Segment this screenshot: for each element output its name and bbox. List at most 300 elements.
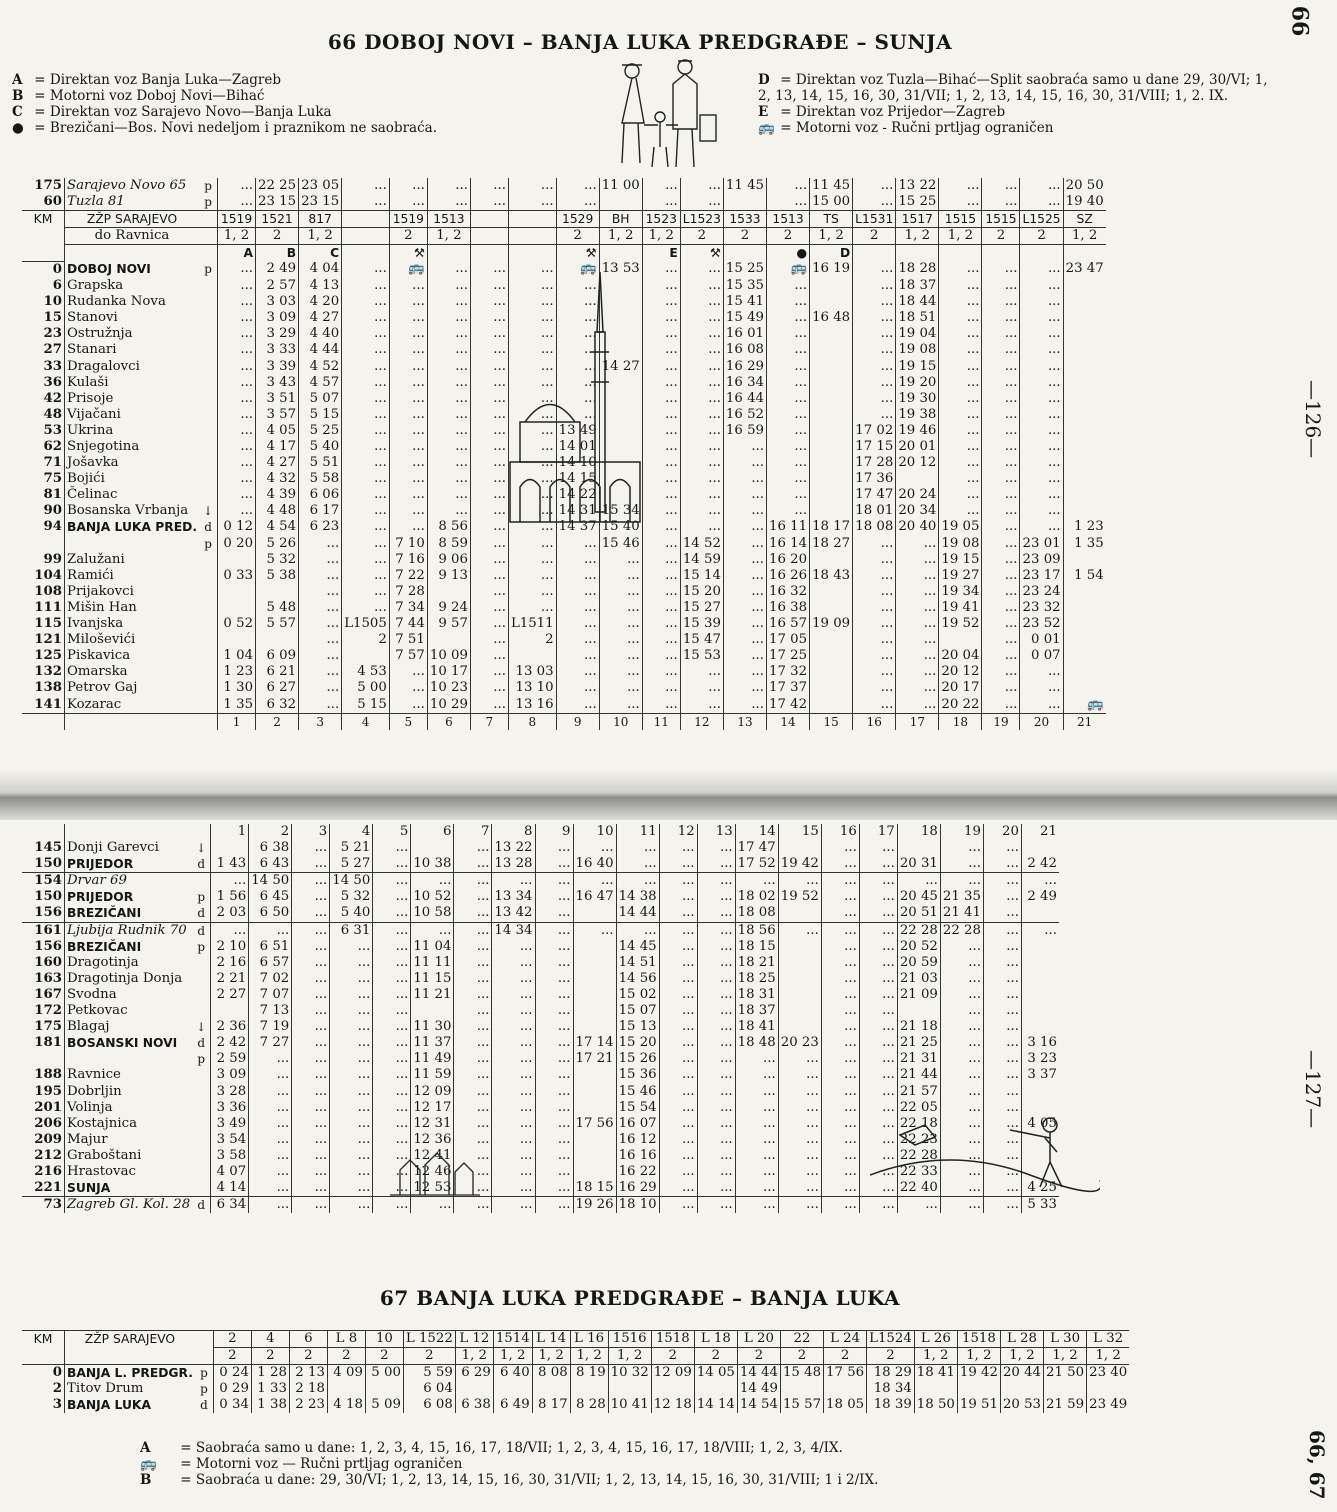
time-cell: 1 04 xyxy=(218,648,256,664)
time-cell: ... xyxy=(508,552,556,568)
time-cell: 0 34 xyxy=(213,1397,251,1413)
timetable-row xyxy=(22,905,1059,922)
legend-key: 🚌 xyxy=(758,120,775,136)
time-cell: ... xyxy=(723,600,766,616)
time-cell: ... xyxy=(454,1148,492,1164)
time-cell: 16 29 xyxy=(616,1180,659,1197)
train-class: 1, 2 xyxy=(427,228,470,245)
time-cell: 4 27 xyxy=(256,455,299,471)
time-cell: 16 40 xyxy=(573,856,616,873)
time-cell: ... xyxy=(642,326,680,342)
time-cell: ... xyxy=(767,359,810,375)
time-cell xyxy=(608,1381,651,1397)
time-cell: ... xyxy=(373,1164,411,1180)
time-cell: 16 59 xyxy=(723,423,766,439)
time-cell: ... xyxy=(389,471,427,487)
time-cell: ... xyxy=(723,616,766,632)
time-cell: 1 23 xyxy=(1063,519,1106,535)
time-cell: ... xyxy=(642,680,680,696)
time-cell: 18 37 xyxy=(896,278,939,294)
train-class: 2 xyxy=(723,228,766,245)
time-cell: 19 04 xyxy=(896,326,939,342)
time-cell: ... xyxy=(723,503,766,519)
time-cell: 15 39 xyxy=(680,616,723,632)
station-name: Petrov Gaj xyxy=(65,680,200,696)
time-cell: 0 33 xyxy=(218,568,256,584)
time-cell xyxy=(427,632,470,648)
time-cell: ... xyxy=(492,955,535,971)
time-cell: ... xyxy=(940,955,983,971)
legend-text: = Direktan voz Tuzla—Bihać—Split saobraća samo u dane 29, 30/VI; 1, 2, 13, 14, 15, 16, 30, 31/VII; 1, 2, 13, 14, 15, 16, 30, 31/VIII; 1, 2. IX. xyxy=(758,72,1268,104)
time-cell: ... xyxy=(470,375,508,391)
station-name: Kulaši xyxy=(65,375,200,391)
time-cell: 23 17 xyxy=(1020,568,1063,584)
time-cell xyxy=(573,939,616,955)
km-cell: 209 xyxy=(34,1131,62,1147)
time-cell: 21 25 xyxy=(897,1035,940,1051)
time-cell: 5 40 xyxy=(330,905,373,922)
time-cell: ... xyxy=(218,342,256,358)
time-cell: ... xyxy=(389,178,427,194)
time-cell xyxy=(810,359,853,375)
time-cell: ... xyxy=(642,616,680,632)
time-cell: ... xyxy=(778,1148,821,1164)
time-cell: 3 58 xyxy=(211,1148,249,1164)
time-cell: 15 54 xyxy=(616,1100,659,1116)
time-cell: 8 19 xyxy=(570,1365,608,1382)
legend-key: B xyxy=(140,1472,152,1488)
time-cell: ... xyxy=(299,568,342,584)
time-cell: 18 08 xyxy=(735,905,778,922)
time-cell: ... xyxy=(697,1180,735,1197)
time-cell: ... xyxy=(389,294,427,310)
time-cell: ... xyxy=(218,359,256,375)
time-cell: ... xyxy=(680,278,723,294)
time-cell: 10 32 xyxy=(608,1365,651,1382)
time-cell: ... xyxy=(342,423,390,439)
time-cell: ... xyxy=(723,487,766,503)
time-cell: ... xyxy=(697,1100,735,1116)
time-cell: ... xyxy=(470,680,508,696)
time-cell: 0 07 xyxy=(1020,648,1063,664)
time-cell: ... xyxy=(508,342,556,358)
time-cell xyxy=(810,423,853,439)
time-cell: 11 45 xyxy=(810,178,853,194)
time-cell: ... xyxy=(778,1197,821,1214)
train-number: L 8 xyxy=(327,1331,365,1348)
time-cell: ... xyxy=(342,536,390,552)
time-cell: ... xyxy=(697,971,735,987)
train-class: 1, 2 xyxy=(299,228,342,245)
time-cell: ... xyxy=(896,664,939,680)
train-number: SZ xyxy=(1063,211,1106,228)
time-cell: ... xyxy=(1020,487,1063,503)
timetable-row xyxy=(22,194,1106,211)
time-cell: ... xyxy=(939,423,982,439)
time-cell: ... xyxy=(330,1132,373,1148)
family-illustration xyxy=(600,55,730,173)
time-cell: ... xyxy=(697,1084,735,1100)
time-cell: ... xyxy=(292,1084,330,1100)
time-cell xyxy=(810,407,853,423)
km-cell: 108 xyxy=(34,583,62,599)
time-cell: ... xyxy=(767,326,810,342)
time-cell: ... xyxy=(470,310,508,326)
time-cell: 12 18 xyxy=(651,1397,694,1413)
legend-item xyxy=(12,120,572,136)
station-name: Bojići xyxy=(65,471,200,487)
time-cell: 14 15 xyxy=(556,471,599,487)
station-name: Stanari xyxy=(65,342,200,358)
time-cell: 10 17 xyxy=(427,664,470,680)
time-cell: 7 02 xyxy=(249,971,292,987)
km-cell: 0 xyxy=(52,1365,62,1381)
column-number: 17 xyxy=(859,824,897,840)
time-cell: ... xyxy=(982,407,1020,423)
time-cell: 3 09 xyxy=(211,1067,249,1083)
time-cell: 18 27 xyxy=(810,536,853,552)
time-cell: ... xyxy=(680,310,723,326)
time-cell: 17 15 xyxy=(853,439,896,455)
time-cell: 13 49 xyxy=(556,423,599,439)
time-cell: ... xyxy=(616,873,659,890)
time-cell: ... xyxy=(642,503,680,519)
time-cell: ... xyxy=(659,1116,697,1132)
time-cell xyxy=(723,194,766,211)
arr-dep-marker xyxy=(199,487,218,503)
arr-dep-marker: p xyxy=(204,179,212,193)
time-cell: ... xyxy=(218,391,256,407)
time-cell: 22 28 xyxy=(897,922,940,939)
time-cell: 🚌 xyxy=(767,261,810,278)
column-number: 1 xyxy=(218,713,256,730)
time-cell xyxy=(778,840,821,856)
train-mark: ⚒ xyxy=(389,245,427,262)
time-cell: ... xyxy=(821,1164,859,1180)
time-cell: ... xyxy=(427,326,470,342)
legend-text: = Direktan voz Banja Luka—Zagreb xyxy=(30,72,282,88)
time-cell: ... xyxy=(982,359,1020,375)
time-cell: ... xyxy=(389,391,427,407)
train-mark: A xyxy=(218,245,256,262)
arr-dep-marker: p xyxy=(204,262,212,277)
time-cell: ... xyxy=(249,1116,292,1132)
time-cell: 18 28 xyxy=(896,261,939,278)
time-cell: ... xyxy=(454,1067,492,1083)
time-cell: 4 57 xyxy=(299,375,342,391)
time-cell: 7 44 xyxy=(389,616,427,632)
time-cell: ... xyxy=(659,1035,697,1051)
train-class: 1, 2 xyxy=(608,1348,651,1365)
time-cell: ... xyxy=(454,971,492,987)
time-cell: ... xyxy=(470,359,508,375)
time-cell: ... xyxy=(330,1197,373,1214)
time-cell: ... xyxy=(299,616,342,632)
time-cell: ... xyxy=(299,664,342,680)
time-cell: ... xyxy=(680,391,723,407)
time-cell: ... xyxy=(853,194,896,211)
time-cell xyxy=(1063,503,1106,519)
time-cell: ... xyxy=(778,1067,821,1083)
time-cell: 6 38 xyxy=(249,840,292,856)
time-cell: ... xyxy=(939,391,982,407)
time-cell: ... xyxy=(983,1197,1021,1214)
time-cell: ... xyxy=(983,905,1021,922)
time-cell: ... xyxy=(1020,680,1063,696)
time-cell: 16 34 xyxy=(723,375,766,391)
time-cell: ... xyxy=(218,407,256,423)
time-cell: 4 18 xyxy=(327,1397,365,1413)
time-cell: 22 28 xyxy=(940,922,983,939)
time-cell: ... xyxy=(556,342,599,358)
time-cell: ... xyxy=(373,971,411,987)
km-cell: 145 xyxy=(34,840,62,856)
time-cell: 21 44 xyxy=(897,1067,940,1083)
time-cell: ... xyxy=(940,987,983,1003)
org-header: ZŽP SARAJEVO xyxy=(65,1331,195,1365)
time-cell: ... xyxy=(427,261,470,278)
time-cell: 17 47 xyxy=(735,840,778,856)
time-cell: ... xyxy=(508,519,556,535)
time-cell: 19 40 xyxy=(1063,194,1106,211)
time-cell xyxy=(778,939,821,955)
column-number: 10 xyxy=(599,713,642,730)
time-cell: ... xyxy=(599,616,642,632)
time-cell: ... xyxy=(470,278,508,294)
time-cell: 3 16 xyxy=(1021,1035,1059,1051)
time-cell: ... xyxy=(853,648,896,664)
time-cell: 4 04 xyxy=(299,261,342,278)
time-cell: 17 32 xyxy=(767,664,810,680)
spacer xyxy=(199,713,218,730)
arr-dep-marker xyxy=(199,439,218,455)
time-cell: 21 09 xyxy=(897,987,940,1003)
time-cell: ... xyxy=(218,261,256,278)
time-cell: ... xyxy=(853,552,896,568)
time-cell: ... xyxy=(599,648,642,664)
time-cell: 14 10 xyxy=(556,455,599,471)
time-cell: ... xyxy=(556,616,599,632)
time-cell xyxy=(1063,471,1106,487)
time-cell: ... xyxy=(389,487,427,503)
time-cell: ... xyxy=(292,1051,330,1067)
time-cell: ... xyxy=(659,1051,697,1067)
time-cell: ... xyxy=(556,697,599,714)
time-cell: 12 31 xyxy=(411,1116,454,1132)
time-cell xyxy=(810,680,853,696)
time-cell: ... xyxy=(697,1197,735,1214)
time-cell: ... xyxy=(735,1100,778,1116)
time-cell: ... xyxy=(535,1116,573,1132)
station-name: Graboštani xyxy=(65,1148,193,1164)
time-cell: 5 00 xyxy=(365,1365,403,1382)
time-cell: ... xyxy=(821,840,859,856)
time-cell: ... xyxy=(982,391,1020,407)
station-name: Svodna xyxy=(65,987,193,1003)
time-cell: 18 25 xyxy=(735,971,778,987)
time-cell: 5 09 xyxy=(365,1397,403,1413)
time-cell: ... xyxy=(896,680,939,696)
time-cell xyxy=(810,342,853,358)
timetable-row xyxy=(22,1197,1059,1214)
marks-row xyxy=(22,245,1106,262)
column-number: 13 xyxy=(697,824,735,840)
time-cell: ... xyxy=(373,1180,411,1197)
time-cell: 5 33 xyxy=(1021,1197,1059,1214)
time-cell: ... xyxy=(427,407,470,423)
train-mark xyxy=(853,245,896,262)
time-cell: ... xyxy=(330,1180,373,1197)
arr-dep-marker xyxy=(199,375,218,391)
column-number-row xyxy=(22,713,1106,730)
station-name: PRIJEDOR xyxy=(65,889,193,905)
arr-dep-marker xyxy=(199,342,218,358)
train-number: 1519 xyxy=(389,211,427,228)
station-name: Prijakovci xyxy=(65,584,200,600)
train-number: L 20 xyxy=(737,1331,780,1348)
time-cell xyxy=(573,1084,616,1100)
time-cell: 18 37 xyxy=(735,1003,778,1019)
time-cell xyxy=(810,391,853,407)
time-cell: ... xyxy=(982,423,1020,439)
time-cell: 18 34 xyxy=(867,1381,915,1397)
time-cell: 19 08 xyxy=(896,342,939,358)
time-cell: ... xyxy=(389,680,427,696)
time-cell: 6 09 xyxy=(256,648,299,664)
time-cell: 6 23 xyxy=(299,519,342,535)
time-cell: 11 45 xyxy=(723,178,766,194)
train-mark: E xyxy=(642,245,680,262)
time-cell: 12 17 xyxy=(411,1100,454,1116)
time-cell: ... xyxy=(859,905,897,922)
time-cell: ... xyxy=(218,503,256,519)
time-cell: 5 57 xyxy=(256,616,299,632)
time-cell: 2 xyxy=(508,632,556,648)
time-cell: ... xyxy=(982,664,1020,680)
time-cell: ... xyxy=(389,278,427,294)
time-cell: ... xyxy=(735,1116,778,1132)
time-cell: ... xyxy=(821,1084,859,1100)
legend-item xyxy=(758,72,1278,104)
time-cell: ... xyxy=(556,407,599,423)
time-cell: ... xyxy=(859,1180,897,1197)
time-cell: ... xyxy=(642,261,680,278)
legend-right xyxy=(758,72,1278,136)
time-cell: ... xyxy=(821,873,859,890)
time-cell xyxy=(810,697,853,714)
time-cell: ... xyxy=(859,955,897,971)
time-cell: ... xyxy=(680,697,723,714)
station-name: Grapska xyxy=(65,278,200,294)
time-cell: ... xyxy=(821,856,859,873)
time-cell: ... xyxy=(853,391,896,407)
time-cell: ... xyxy=(373,840,411,856)
time-cell: 1 43 xyxy=(211,856,249,873)
time-cell xyxy=(778,1003,821,1019)
time-cell: ... xyxy=(373,922,411,939)
column-number: 6 xyxy=(411,824,454,840)
arr-dep-marker xyxy=(192,873,211,890)
time-cell: 16 08 xyxy=(723,342,766,358)
time-cell: ... xyxy=(508,439,556,455)
time-cell: ... xyxy=(896,552,939,568)
time-cell: ... xyxy=(1020,439,1063,455)
time-cell: 20 31 xyxy=(897,856,940,873)
train-number: L 1522 xyxy=(403,1331,455,1348)
time-cell xyxy=(573,1067,616,1083)
time-cell: ... xyxy=(982,487,1020,503)
time-cell xyxy=(1063,423,1106,439)
time-cell: 18 01 xyxy=(853,503,896,519)
time-cell: ... xyxy=(859,1132,897,1148)
time-cell: 6 17 xyxy=(299,503,342,519)
time-cell: ... xyxy=(983,873,1021,890)
time-cell: ... xyxy=(642,294,680,310)
time-cell: 3 23 xyxy=(1021,1051,1059,1067)
time-cell: ... xyxy=(330,939,373,955)
time-cell xyxy=(778,905,821,922)
time-cell: 6 45 xyxy=(249,889,292,905)
time-cell: ... xyxy=(599,680,642,696)
time-cell: 8 59 xyxy=(427,536,470,552)
time-cell: ... xyxy=(330,955,373,971)
time-cell: ... xyxy=(427,342,470,358)
time-cell: ... xyxy=(940,873,983,890)
time-cell: ... xyxy=(940,1019,983,1035)
time-cell xyxy=(218,632,256,648)
station-name xyxy=(65,1051,193,1067)
timetable-row xyxy=(22,922,1059,939)
time-cell: ... xyxy=(535,840,573,856)
km-cell: 73 xyxy=(22,1197,65,1214)
time-cell: ... xyxy=(859,1084,897,1100)
time-cell: ... xyxy=(642,194,680,211)
time-cell: 2 13 xyxy=(289,1365,327,1382)
time-cell: ... xyxy=(556,600,599,616)
timetable-67 xyxy=(22,1330,1129,1413)
train-number: 1529 xyxy=(556,211,599,228)
train-class: 1, 2 xyxy=(642,228,680,245)
time-cell: 13 34 xyxy=(492,889,535,905)
timetable-row xyxy=(22,1067,1059,1083)
time-cell: ... xyxy=(508,536,556,552)
time-cell: ... xyxy=(508,455,556,471)
time-cell: 2 42 xyxy=(1021,856,1059,873)
time-cell: 5 59 xyxy=(403,1365,455,1382)
km-cell: 111 xyxy=(34,599,62,615)
time-cell: ... xyxy=(939,326,982,342)
train-class: 1, 2 xyxy=(896,228,939,245)
time-cell: ... xyxy=(1020,697,1063,714)
time-cell: ... xyxy=(642,487,680,503)
time-cell xyxy=(810,439,853,455)
train-class: 2 xyxy=(767,228,810,245)
time-cell: ... xyxy=(853,664,896,680)
time-cell: ... xyxy=(556,552,599,568)
time-cell: ... xyxy=(342,178,390,194)
time-cell: 21 35 xyxy=(940,889,983,905)
time-cell: ... xyxy=(470,455,508,471)
time-cell: 8 56 xyxy=(427,519,470,535)
time-cell: ... xyxy=(427,455,470,471)
time-cell: ... xyxy=(680,375,723,391)
station-name: Dobrljin xyxy=(65,1084,193,1100)
time-cell: ... xyxy=(983,856,1021,873)
time-cell: 16 16 xyxy=(616,1148,659,1164)
time-cell: 1 23 xyxy=(218,664,256,680)
org-header: ZŽP SARAJEVO xyxy=(65,211,200,228)
time-cell: 23 49 xyxy=(1087,1397,1130,1413)
